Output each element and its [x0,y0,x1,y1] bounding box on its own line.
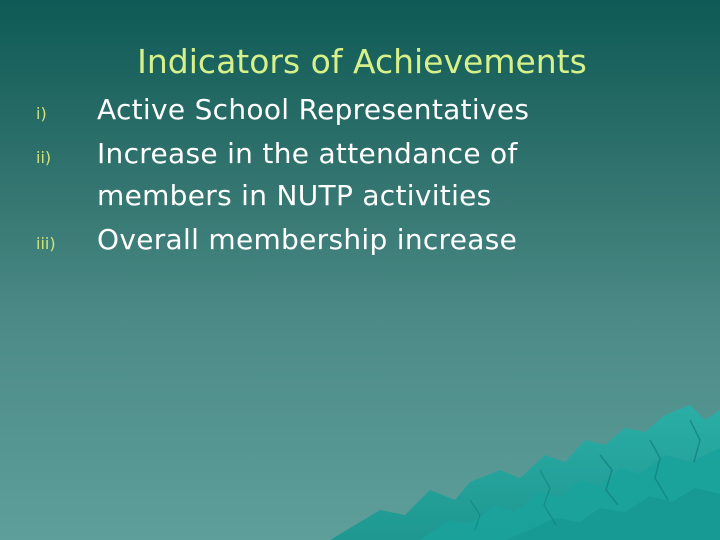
list-marker-3: iii) [36,234,56,253]
list-item-3-line-1: Overall membership increase [97,223,518,256]
slide-title [0,40,720,84]
list-marker-1: i) [36,104,47,123]
list-item-1-line-1: Active School Representatives [97,93,530,126]
list-marker-2: ii) [36,148,52,167]
list-item-2-line-2: members in NUTP activities [97,179,492,212]
slide-title-text: Indicators of Achievements [137,42,587,81]
list-item-2-line-1: Increase in the attendance of [97,137,518,170]
